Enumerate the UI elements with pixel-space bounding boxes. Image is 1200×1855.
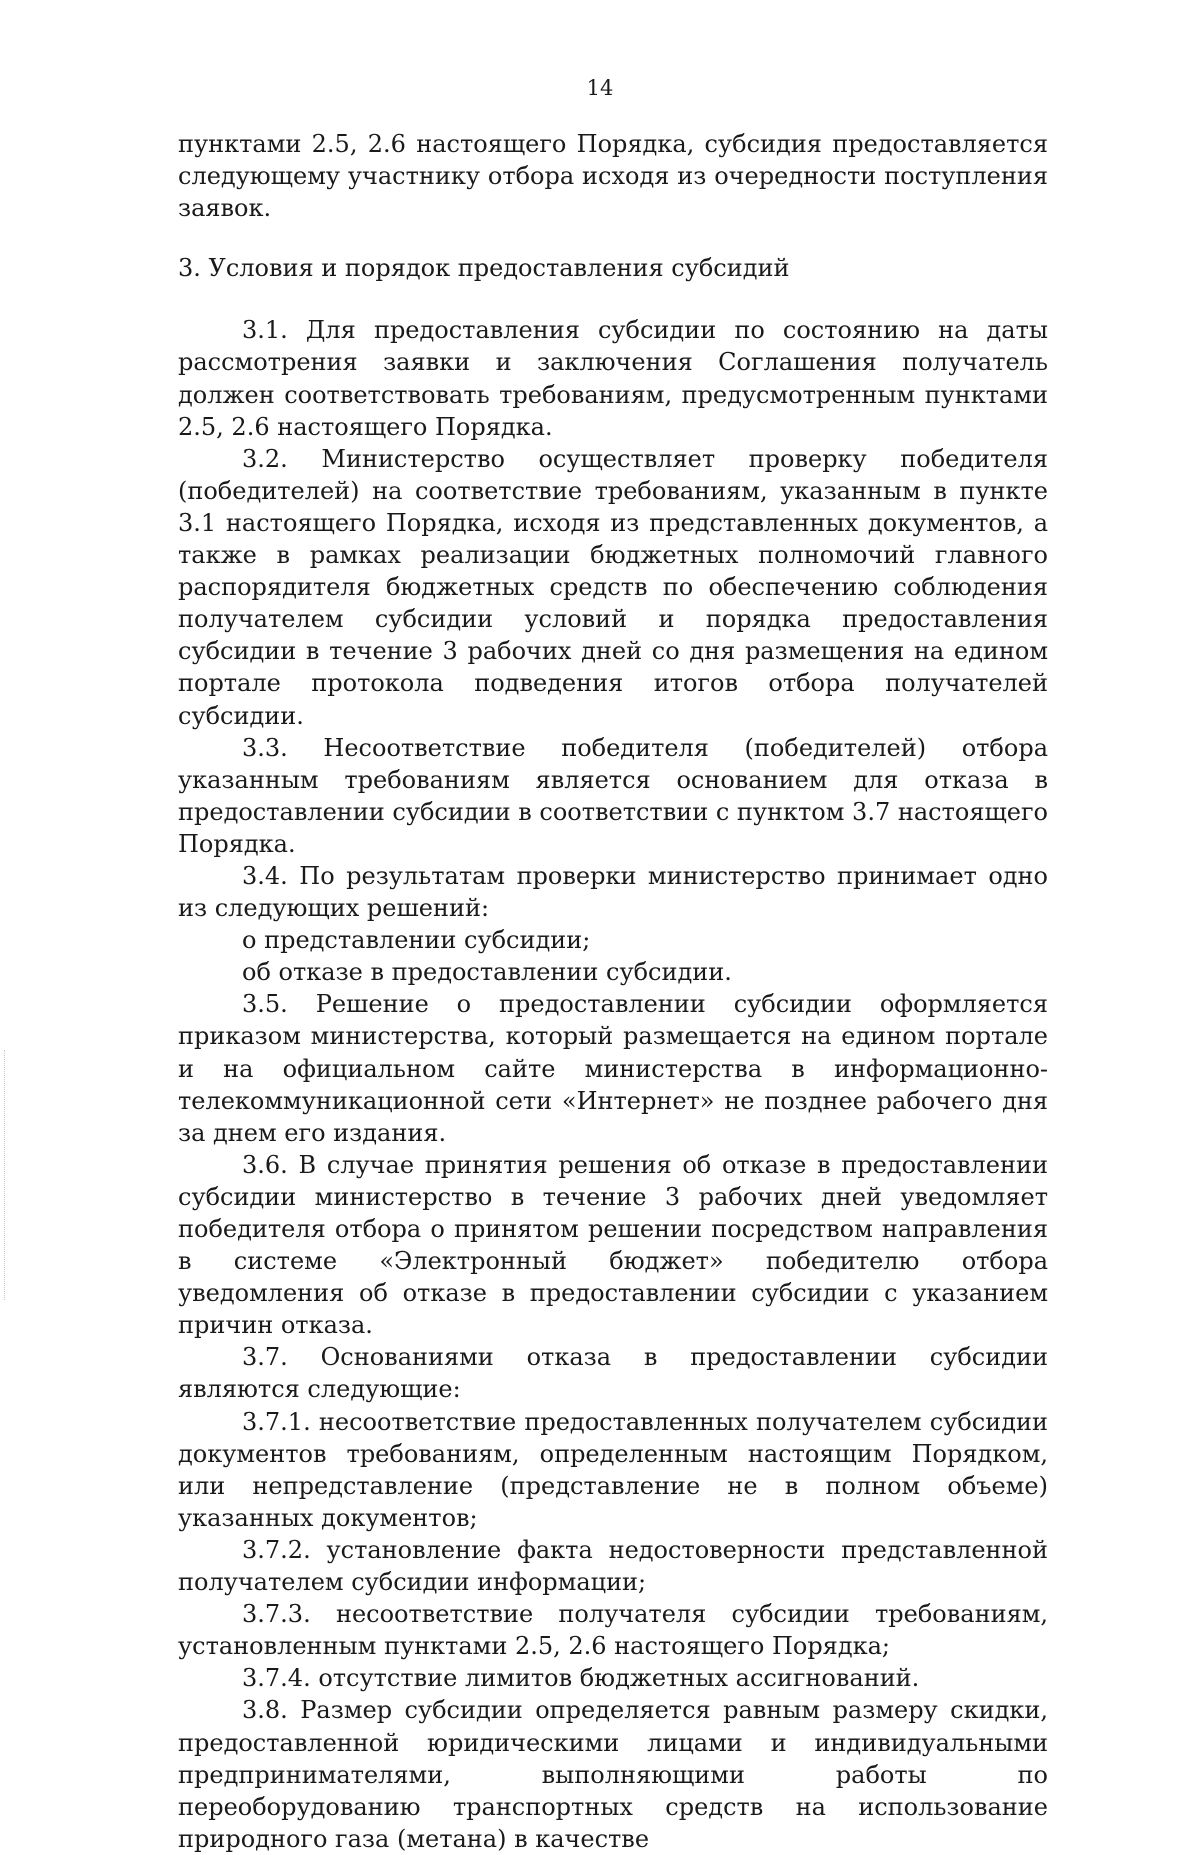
paragraph-3-7-1: 3.7.1. несоответствие предоставленных получателем субсидии документов требованиям, определенным настоящим Порядком, или непредставление (представление не в полном объеме) указанных документов; <box>178 1407 1048 1532</box>
paragraph-3-7-3: 3.7.3. несоответствие получателя субсидии требованиям, установленным пунктами 2.5, 2.6 настоящего Порядка; <box>178 1600 1048 1661</box>
paragraph-3-2: 3.2. Министерство осуществляет проверку победителя (победителей) на соответствие требованиям, указанным в пункте 3.1 настоящего Порядка, исходя из представленных документов, а также в рамках реализации бюджетных полномочий главного распорядителя бюджетных средств по обеспечению соблюдения получателем субсидии условий и порядка предоставления субсидии в течение 3 рабочих дней со дня размещения на едином портале протокола подведения итогов отбора получателей субсидии. <box>178 444 1048 730</box>
decision-option-refuse: об отказе в предоставлении субсидии. <box>242 958 732 987</box>
scan-edge-marks <box>4 1050 8 1300</box>
paragraph-3-7: 3.7. Основаниями отказа в предоставлении субсидии являются следующие: <box>178 1343 1048 1404</box>
paragraph-3-4: 3.4. По результатам проверки министерство принимает одно из следующих решений: <box>178 861 1048 923</box>
paragraph-3-7-4: 3.7.4. отсутствие лимитов бюджетных ассигнований. <box>242 1664 920 1693</box>
section-title: 3. Условия и порядок предоставления субсидий <box>178 254 790 283</box>
decision-option-grant: о представлении субсидии; <box>242 926 591 955</box>
paragraph-3-8: 3.8. Размер субсидии определяется равным размеру скидки, предоставленной юридическими лицами и индивидуальными предпринимателями, выполняющими работы по переоборудованию транспортных средств на использование природного газа (метана) в качестве <box>178 1696 1048 1853</box>
paragraph-3-5: 3.5. Решение о предоставлении субсидии оформляется приказом министерства, который размещается на едином портале и на официальном сайте министерства в информационно-телекоммуникационной сети «Интернет» не позднее рабочего дня за днем его издания. <box>178 990 1048 1147</box>
paragraph-3-3: 3.3. Несоответствие победителя (победителей) отбора указанным требованиям является основанием для отказа в предоставлении субсидии в соответствии с пунктом 3.7 настоящего Порядка. <box>178 733 1048 858</box>
page-number: 14 <box>586 76 614 100</box>
document-body <box>178 128 1048 1855</box>
paragraph-3-6: 3.6. В случае принятия решения об отказе в предоставлении субсидии министерство в течение 3 рабочих дней уведомляет победителя отбора о принятом решении посредством направления в системе «Электронный бюджет» победителю отбора уведомления об отказе в предоставлении субсидии с указанием причин отказа. <box>178 1150 1048 1340</box>
paragraph-3-1: 3.1. Для предоставления субсидии по состоянию на даты рассмотрения заявки и заключения Соглашения получатель должен соответствовать требованиям, предусмотренным пунктами 2.5, 2.6 настоящего Порядка. <box>178 316 1048 441</box>
paragraph-3-7-2: 3.7.2. установление факта недостоверности представленной получателем субсидии информации; <box>178 1535 1048 1597</box>
intro-paragraph: пунктами 2.5, 2.6 настоящего Порядка, субсидия предоставляется следующему участнику отбора исходя из очередности поступления заявок. <box>178 130 1048 223</box>
